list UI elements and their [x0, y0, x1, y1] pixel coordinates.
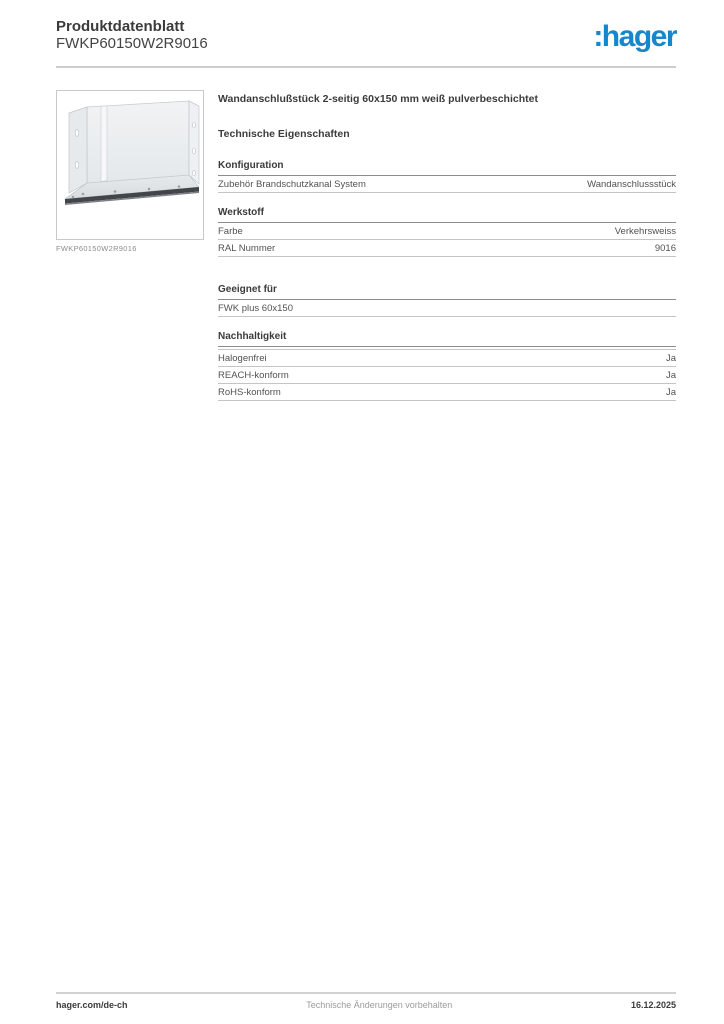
footer-date: 16.12.2025 — [630, 1000, 676, 1010]
section-nachhaltigkeit — [218, 331, 676, 401]
product-figure — [56, 90, 204, 253]
section-table — [218, 176, 676, 193]
product-image — [56, 90, 204, 240]
product-title: Wandanschlußstück 2-seitig 60x150 mm weiß pulverbeschichtet — [218, 93, 538, 105]
section-heading: Werkstoff — [218, 207, 676, 223]
section-table — [218, 300, 676, 317]
row-value: Ja — [665, 387, 676, 398]
section-heading: Nachhaltigkeit — [218, 331, 676, 347]
row-value: Wandanschlussstück — [587, 179, 676, 190]
row-value: 9016 — [654, 243, 676, 254]
row-label: RAL Nummer — [218, 243, 276, 254]
table-row — [218, 367, 676, 384]
header-product-code: FWKP60150W2R9016 — [56, 35, 208, 52]
figure-caption: FWKP60150W2R9016 — [56, 244, 137, 253]
table-row — [218, 240, 676, 257]
header-divider — [56, 66, 676, 68]
footer-disclaimer: Technische Änderungen vorbehalten — [306, 1000, 453, 1010]
hager-logo: :hager — [593, 20, 676, 53]
row-label: REACH-konform — [218, 370, 289, 381]
row-label: Halogenfrei — [218, 353, 267, 364]
table-row — [218, 176, 676, 193]
section-werkstoff — [218, 207, 676, 257]
doc-type-title: Produktdatenblatt — [56, 18, 185, 35]
row-value: Ja — [665, 370, 676, 381]
section-geeignet-fuer — [218, 284, 676, 317]
footer — [56, 1000, 676, 1011]
technical-properties-title: Technische Eigenschaften — [218, 128, 350, 140]
product-details — [218, 90, 676, 401]
row-label: FWK plus 60x150 — [218, 303, 293, 314]
section-heading: Konfiguration — [218, 160, 676, 176]
table-row — [218, 300, 676, 317]
table-row — [218, 384, 676, 401]
row-label: Farbe — [218, 226, 243, 237]
row-label: Zubehör Brandschutzkanal System — [218, 179, 366, 190]
footer-website-link[interactable]: hager.com/de-ch — [56, 1000, 128, 1010]
bracket-illustration — [57, 91, 203, 239]
table-row — [218, 350, 676, 367]
section-table — [218, 349, 676, 401]
footer-divider — [56, 992, 676, 994]
table-row — [218, 223, 676, 240]
row-value: Ja — [665, 353, 676, 364]
section-table — [218, 223, 676, 257]
row-value: Verkehrsweiss — [614, 226, 676, 237]
section-konfiguration — [218, 160, 676, 193]
row-label: RoHS-konform — [218, 387, 281, 398]
header — [56, 18, 208, 52]
section-heading: Geeignet für — [218, 284, 676, 300]
